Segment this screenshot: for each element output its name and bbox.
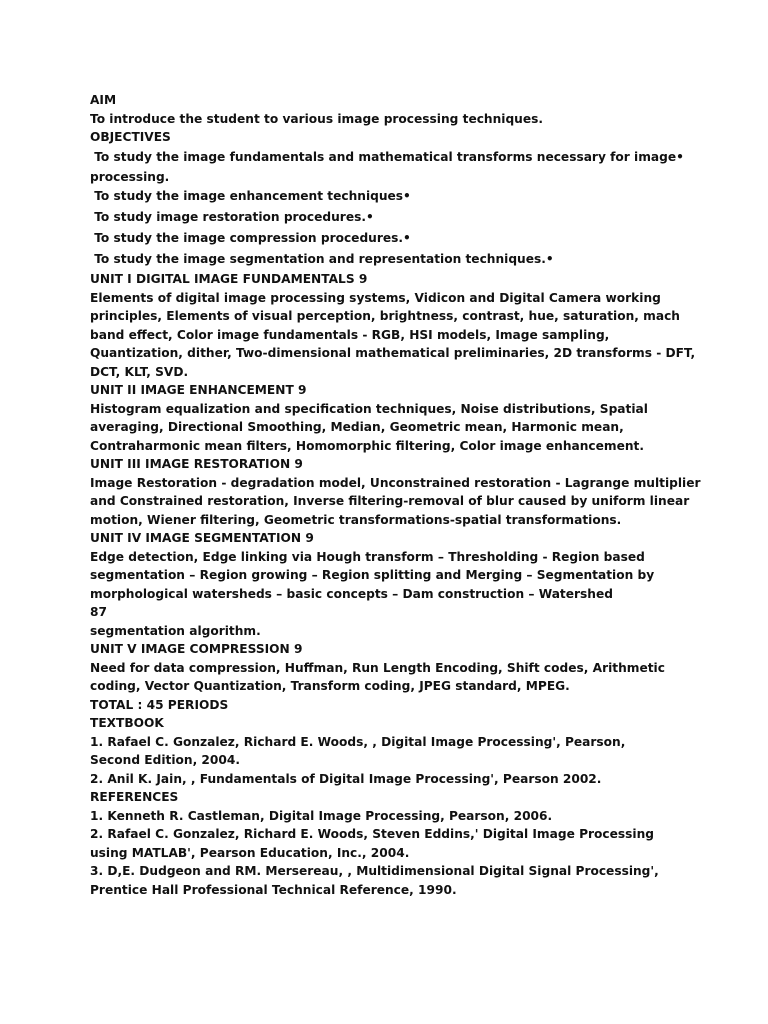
objective-item: To study the image segmentation and representation techniques.• [90, 252, 554, 266]
unit-content-line: segmentation – Region growing – Region splitting and Merging – Segmentation by [90, 568, 655, 582]
objective-item: To study image restoration procedures.• [90, 210, 374, 224]
unit-content-line: Histogram equalization and specification techniques, Noise distributions, Spatial [90, 401, 648, 416]
reference-item-continuation: using MATLAB', Pearson Education, Inc., 2004. [90, 845, 410, 860]
unit-content-line: and Constrained restoration, Inverse filtering-removal of blur caused by uniform linear [90, 494, 690, 508]
unit-content-line: segmentation algorithm. [90, 623, 261, 638]
section-heading-references: REFERENCES [90, 790, 179, 804]
document-text [90, 91, 730, 899]
unit-heading: UNIT II IMAGE ENHANCEMENT 9 [90, 383, 307, 397]
unit-content-line: Contraharmonic mean filters, Homomorphic filtering, Color image enhancement. [90, 438, 645, 453]
section-heading-aim: AIM [90, 93, 117, 107]
unit-heading: UNIT V IMAGE COMPRESSION 9 [90, 642, 303, 656]
reference-item-continuation: Prentice Hall Professional Technical Reference, 1990. [90, 882, 457, 897]
unit-content-line: Quantization, dither, Two-dimensional mathematical preliminaries, 2D transforms - DFT, [90, 346, 696, 360]
unit-content-line: band effect, Color image fundamentals - RGB, HSI models, Image sampling, [90, 327, 610, 342]
unit-content-line: Elements of digital image processing systems, Vidicon and Digital Camera working [90, 290, 661, 305]
total-periods: TOTAL : 45 PERIODS [90, 697, 229, 712]
objective-item: To study the image enhancement techniques• [90, 189, 411, 203]
objective-item: To study the image fundamentals and mathematical transforms necessary for image• [90, 149, 684, 164]
unit-content-line: principles, Elements of visual perception, brightness, contrast, hue, saturation, mach [90, 309, 680, 323]
unit-content-line: motion, Wiener filtering, Geometric transformations-spatial transformations. [90, 512, 622, 527]
page-number: 87 [90, 605, 107, 619]
unit-content-line: morphological watersheds – basic concepts – Dam construction – Watershed [90, 586, 613, 601]
unit-content-line: DCT, KLT, SVD. [90, 364, 189, 379]
reference-item: 3. D,E. Dudgeon and RM. Mersereau, , Multidimensional Digital Signal Processing', [90, 864, 659, 878]
unit-content-line: Need for data compression, Huffman, Run Length Encoding, Shift codes, Arithmetic [90, 660, 665, 675]
textbook-item: 2. Anil K. Jain, , Fundamentals of Digital Image Processing', Pearson 2002. [90, 771, 602, 786]
unit-heading: UNIT IV IMAGE SEGMENTATION 9 [90, 531, 314, 545]
textbook-item-continuation: Second Edition, 2004. [90, 753, 240, 767]
aim-text: To introduce the student to various image processing techniques. [90, 111, 544, 126]
unit-content-line: Image Restoration - degradation model, Unconstrained restoration - Lagrange multiplier [90, 475, 701, 490]
unit-content-line: Edge detection, Edge linking via Hough transform – Thresholding - Region based [90, 549, 645, 564]
unit-content-line: coding, Vector Quantization, Transform coding, JPEG standard, MPEG. [90, 679, 570, 693]
objective-item: To study the image compression procedures.• [90, 231, 411, 245]
reference-item: 2. Rafael C. Gonzalez, Richard E. Woods, Steven Eddins,' Digital Image Processing [90, 827, 654, 841]
objective-item-continuation: processing. [90, 169, 170, 184]
reference-item: 1. Kenneth R. Castleman, Digital Image Processing, Pearson, 2006. [90, 808, 553, 823]
unit-content-line: averaging, Directional Smoothing, Median, Geometric mean, Harmonic mean, [90, 420, 624, 434]
section-heading-textbook: TEXTBOOK [90, 716, 164, 730]
unit-heading: UNIT I DIGITAL IMAGE FUNDAMENTALS 9 [90, 272, 368, 286]
section-heading-objectives: OBJECTIVES [90, 130, 171, 144]
textbook-item: 1. Rafael C. Gonzalez, Richard E. Woods, , Digital Image Processing', Pearson, [90, 734, 626, 749]
unit-heading: UNIT III IMAGE RESTORATION 9 [90, 457, 303, 471]
